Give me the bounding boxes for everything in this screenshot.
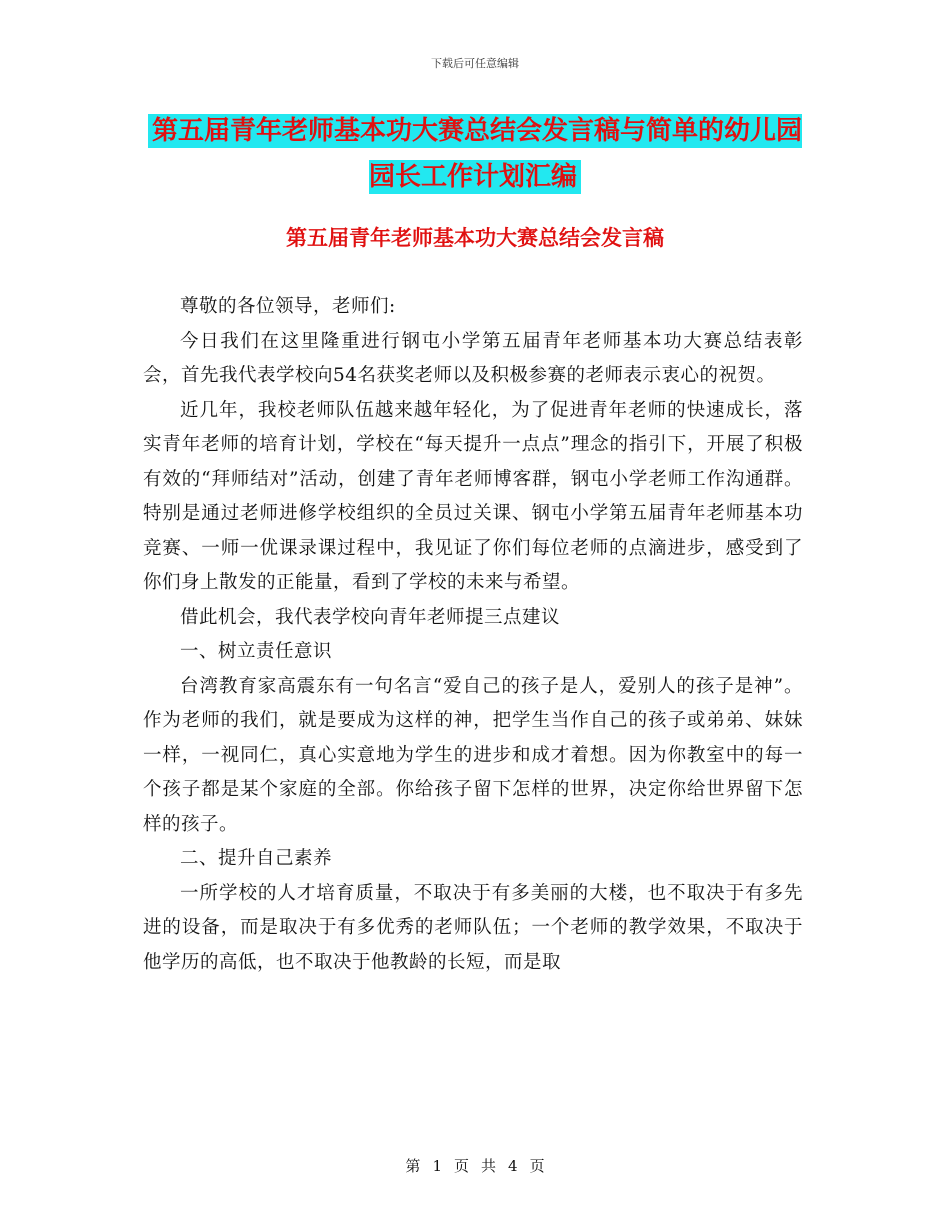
total-pages: 4 [508,1157,518,1175]
subheading-2: 二、提升自己素养 [180,848,333,869]
paragraph: 借此机会，我代表学校向青年老师提三点建议 [180,606,561,628]
section-title: 第五届青年老师基本功大赛总结会发言稿 [286,226,664,250]
page-footer [0,1155,950,1176]
footer-label: 第 [405,1157,421,1175]
paragraph-salutation: 尊敬的各位领导，老师们: [180,296,396,317]
subheading-1: 一、树立责任意识 [180,641,333,662]
footer-label: 页 [453,1157,469,1175]
paragraph: 今日我们在这里隆重进行钢屯小学第五届青年老师基本功大赛总结表彰会，首先我代表学校向54名获奖老师以及积极参赛的老师表示衷心的祝贺。 [143,330,803,386]
document-title-text: 第五届青年老师基本功大赛总结会发言稿与简单的幼儿园园长工作计划汇编 [148,114,802,194]
page-number: 1 [432,1157,442,1175]
footer-label: 共 [481,1157,497,1175]
header-note: 下载后可任意编辑 [431,57,519,70]
document-body [143,290,803,980]
footer-label: 页 [529,1157,545,1175]
paragraph: 台湾教育家高震东有一句名言“爱自己的孩子是人，爱别人的孩子是神”。作为老师的我们，就是要成为这样的神，把学生当作自己的孩子或弟弟、妹妹一样，一视同仁，真心实意地为学生的进步和成才着想。因为你教室中的每一个孩子都是某个家庭的全部。你给孩子留下怎样的世界，决定你给世界留下怎样的孩子。 [143,675,803,835]
paragraph: 近几年，我校老师队伍越来越年轻化，为了促进青年老师的快速成长，落实青年老师的培育计划，学校在“每天提升一点点”理念的指引下，开展了积极有效的“拜师结对”活动，创建了青年老师博客群，钢屯小学老师工作沟通群。特别是通过老师进修学校组织的全员过关课、钢屯小学第五届青年老师基本功竞赛、一师一优课录课过程中，我见证了你们每位老师的点滴进步，感受到了你们身上散发的正能量，看到了学校的未来与希望。 [143,399,803,593]
document-title [140,108,810,200]
paragraph: 一所学校的人才培育质量，不取决于有多美丽的大楼，也不取决于有多先进的设备，而是取决于有多优秀的老师队伍；一个老师的教学效果，不取决于他学历的高低，也不取决于他教龄的长短，而是取 [143,882,803,973]
